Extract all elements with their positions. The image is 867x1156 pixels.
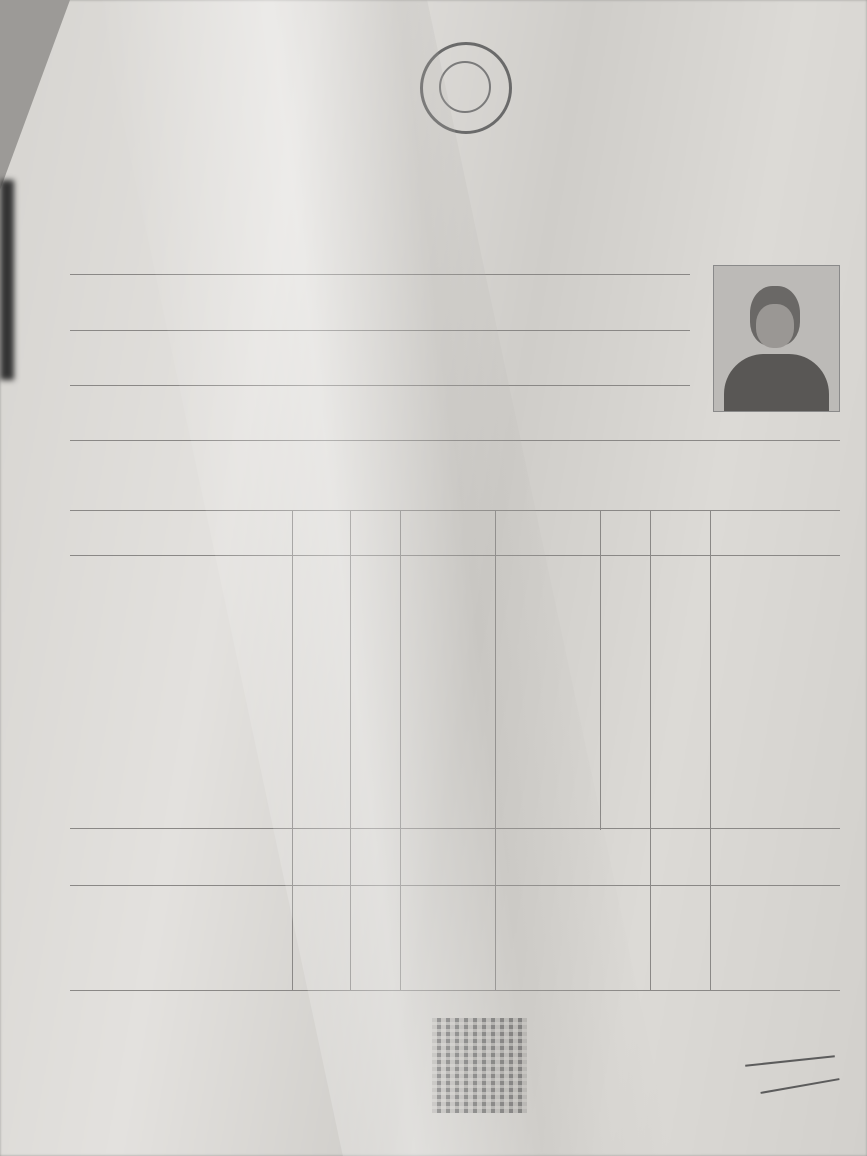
table-col-rule	[650, 510, 651, 990]
board-seal-icon	[420, 42, 512, 134]
table-rule	[70, 828, 840, 829]
table-col-rule	[292, 510, 293, 990]
edge-shadow	[0, 180, 14, 380]
table-col-rule	[400, 510, 401, 990]
table-col-rule	[350, 510, 351, 990]
field-rule	[70, 274, 690, 275]
field-rule	[70, 330, 690, 331]
table-rule	[70, 440, 840, 441]
candidate-photo	[713, 265, 840, 412]
table-rule	[70, 885, 840, 886]
table-col-rule	[710, 510, 711, 990]
table-rule	[70, 990, 840, 991]
field-rule	[70, 385, 690, 386]
table-rule	[70, 555, 840, 556]
qr-code-icon	[432, 1018, 527, 1113]
table-col-rule	[600, 510, 601, 830]
table-col-rule	[495, 510, 496, 990]
table-rule	[70, 510, 840, 511]
